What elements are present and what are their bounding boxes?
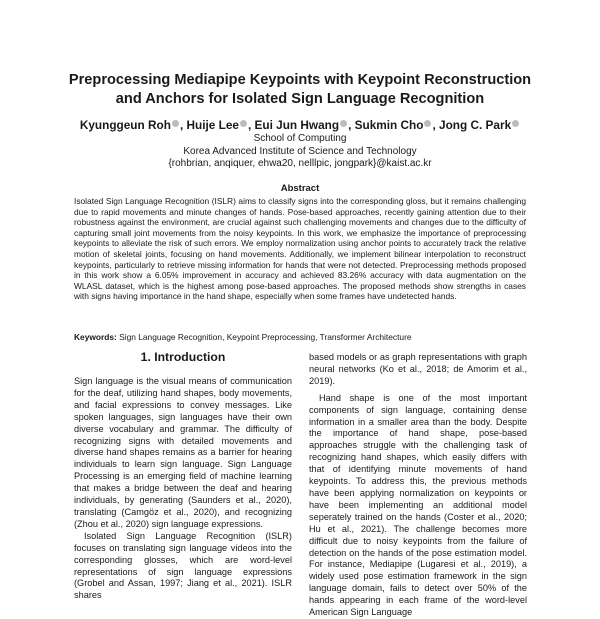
author-list: Kyunggeun Roh , Huije Lee , Eui Jun Hwang , Sukmin Cho , Jong C. Park	[30, 118, 570, 132]
title-line-2: and Anchors for Isolated Sign Language Recognition	[115, 91, 485, 107]
right-column	[309, 352, 527, 619]
section-heading-introduction: 1. Introduction	[140, 350, 226, 364]
keywords-label: Keywords:	[74, 332, 117, 342]
keywords-text: Sign Language Recognition, Keypoint Preprocessing, Transformer Architecture	[119, 332, 412, 342]
intro-paragraph: based models or as graph representations with graph neural networks (Ko et al., 2018; de Amorim et al., 2019).	[309, 352, 527, 386]
orcid-icon	[340, 120, 347, 127]
keywords	[74, 332, 526, 343]
paper-title	[40, 71, 560, 109]
orcid-icon	[240, 120, 247, 127]
abstract-heading: Abstract	[280, 183, 320, 194]
author-name: Kyunggeun Roh	[79, 118, 171, 132]
author-name: Sukmin Cho	[354, 118, 424, 132]
orcid-icon	[512, 120, 519, 127]
orcid-icon	[172, 120, 179, 127]
author-name: Huije Lee	[186, 118, 239, 132]
affiliation	[30, 133, 570, 171]
author-emails: {rohbrian, anqiquer, ehwa20, nelllpic, jongpark}@kaist.ac.kr	[168, 158, 432, 169]
abstract-text: Isolated Sign Language Recognition (ISLR) aims to classify signs into the corresponding gloss, but it remains challenging due to rapid movements and minute changes of hands. Pose-based approaches, recently gaining attention due to their robustness against the environment, are crucial against such challenging movements and changes due to the difficulty of capturing small joint movements from the noisy keypoints. In this work, we emphasize the importance of preprocessing keypoints to alleviate the risk of such errors. We employ normalization using anchor points to accurately track the relative motion of skeletal joints, focusing on hand movements. Additionally, we implement bilinear interpolation to reconstruct keypoints, particularly to retrieve missing information for hands that were not detected. Preprocessing methods proposed in this work show a 6.05% improvement in accuracy and achieved 83.26% accuracy with data augmentation on the WLASL dataset, which is the highest among pose-based approaches. The proposed methods show strengths in cases with signs having importance in the hand shape, especially when some frames have undetected hands.	[74, 196, 526, 302]
intro-paragraph: Hand shape is one of the most important components of sign language, containing dense information in a smaller area than the body. Despite the importance of hand shape, pose-based approaches struggle with the challenging task of recognizing hand shapes, which easily differs with that of identifying minute movements of hand keypoints. To address this, the previous methods have been applying normalization on keypoints or have been implementing an additional model seperately trained on the hands (Coster et al., 2020; Hu et al., 2021). The challenge becomes more difficult due to noisy keypoints from the failure of detection on the hands of the pose estimation model. For instance, Mediapipe (Lugaresi et al., 2019), a widely used pose estimation framework in the sign language domain, fails to detect over 50% of the hands appearing in each frame of the word-level American Sign Language	[309, 392, 527, 618]
author-name: Jong C. Park	[439, 118, 512, 132]
title-line-1: Preprocessing Mediapipe Keypoints with Keypoint Reconstruction	[68, 72, 532, 88]
left-column	[74, 376, 292, 602]
affiliation-school: School of Computing	[253, 133, 347, 144]
author-name: Eui Jun Hwang	[254, 118, 340, 132]
orcid-icon	[424, 120, 431, 127]
intro-paragraph: Sign language is the visual means of communication for the deaf, utilizing hand shapes, body movements, and facial expressions to convey messages. Like spoken languages, sign languages have their own diverse vocabulary and grammar. The difficulty of recognizing signs with detailed movements and diverse hand shapes remains as a barrier for hearing individuals to learn sign language. Sign Language Processing is an emerging field of machine learning that makes a bridge between the deaf and hearing individuals, by generating (Saunders et al., 2020), translating (Camgöz et al., 2020), and recognizing (Zhou et al., 2020) sign language expressions.	[74, 376, 292, 529]
intro-paragraph: Isolated Sign Language Recognition (ISLR) focuses on translating sign language videos into the corresponding glosses, which are word-level representations of sign language expressions (Grobel and Assan, 1997; Jiang et al., 2021). ISLR shares	[74, 530, 292, 601]
affiliation-institute: Korea Advanced Institute of Science and Technology	[183, 145, 417, 157]
